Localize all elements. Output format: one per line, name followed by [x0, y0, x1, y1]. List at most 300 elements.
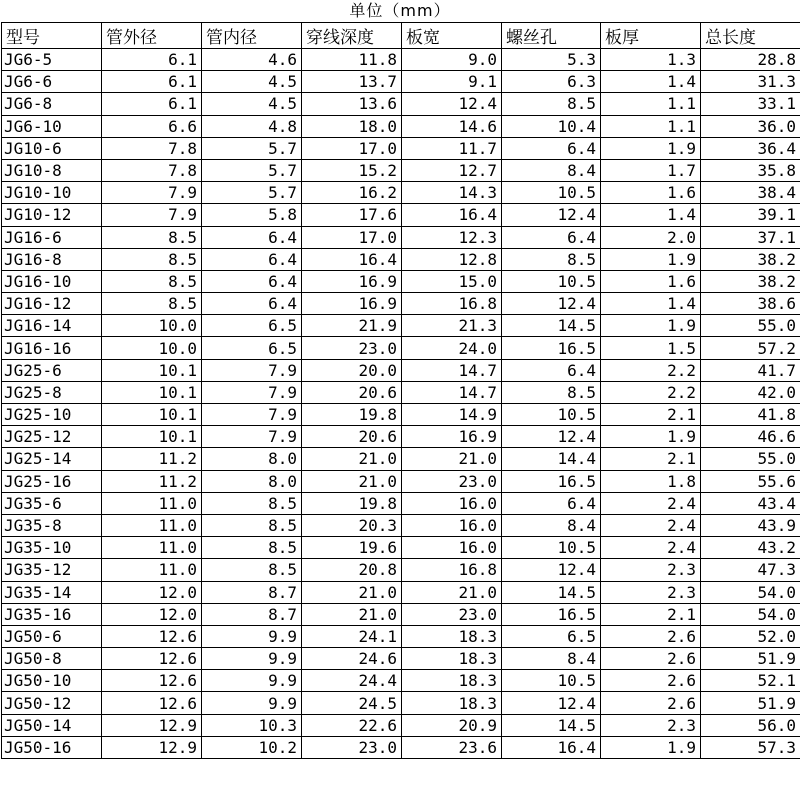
cell-total-length: 38.4: [701, 182, 800, 204]
cell-total-length: 55.0: [701, 448, 800, 470]
cell-inner-diameter: 8.0: [202, 448, 302, 470]
cell-outer-diameter: 6.6: [102, 115, 202, 137]
cell-plate-thickness: 2.3: [601, 559, 701, 581]
cell-screw-hole: 12.4: [502, 559, 601, 581]
table-row: [2, 381, 800, 403]
cell-wire-depth: 20.6: [302, 381, 402, 403]
cell-screw-hole: 10.5: [502, 537, 601, 559]
cell-plate-width: 14.7: [402, 359, 502, 381]
cell-outer-diameter: 8.5: [102, 248, 202, 270]
cell-total-length: 38.6: [701, 293, 800, 315]
cell-screw-hole: 12.4: [502, 204, 601, 226]
cell-outer-diameter: 12.9: [102, 736, 202, 758]
cell-inner-diameter: 4.5: [202, 71, 302, 93]
cell-outer-diameter: 10.1: [102, 404, 202, 426]
cell-screw-hole: 6.3: [502, 71, 601, 93]
cell-screw-hole: 8.4: [502, 159, 601, 181]
table-row: [2, 426, 800, 448]
table-row: [2, 248, 800, 270]
cell-total-length: 57.2: [701, 337, 800, 359]
cell-wire-depth: 21.9: [302, 315, 402, 337]
cell-plate-thickness: 1.7: [601, 159, 701, 181]
cell-model: JG25-14: [2, 448, 102, 470]
cell-total-length: 51.9: [701, 692, 800, 714]
cell-plate-width: 12.3: [402, 226, 502, 248]
cell-screw-hole: 8.5: [502, 248, 601, 270]
cell-model: JG50-12: [2, 692, 102, 714]
cell-total-length: 38.2: [701, 270, 800, 292]
cell-plate-width: 16.9: [402, 426, 502, 448]
cell-outer-diameter: 10.1: [102, 359, 202, 381]
table-row: [2, 514, 800, 536]
cell-plate-thickness: 1.4: [601, 71, 701, 93]
cell-wire-depth: 20.3: [302, 514, 402, 536]
cell-plate-thickness: 1.6: [601, 270, 701, 292]
cell-inner-diameter: 5.8: [202, 204, 302, 226]
cell-model: JG50-16: [2, 736, 102, 758]
cell-total-length: 52.0: [701, 625, 800, 647]
cell-plate-thickness: 2.6: [601, 692, 701, 714]
table-row: [2, 315, 800, 337]
cell-wire-depth: 13.7: [302, 71, 402, 93]
cell-model: JG50-10: [2, 670, 102, 692]
header-outer-diameter: 管外径: [102, 23, 202, 49]
cell-model: JG50-14: [2, 714, 102, 736]
cell-plate-width: 21.0: [402, 581, 502, 603]
cell-wire-depth: 19.8: [302, 492, 402, 514]
cell-wire-depth: 21.0: [302, 603, 402, 625]
table-row: [2, 337, 800, 359]
cell-screw-hole: 6.4: [502, 359, 601, 381]
table-row: [2, 159, 800, 181]
cell-outer-diameter: 10.0: [102, 315, 202, 337]
cell-plate-thickness: 2.4: [601, 537, 701, 559]
cell-total-length: 28.8: [701, 49, 800, 71]
cell-plate-thickness: 2.1: [601, 603, 701, 625]
cell-plate-thickness: 2.3: [601, 581, 701, 603]
cell-wire-depth: 24.1: [302, 625, 402, 647]
cell-plate-width: 14.6: [402, 115, 502, 137]
cell-plate-width: 18.3: [402, 692, 502, 714]
cell-model: JG6-10: [2, 115, 102, 137]
table-row: [2, 93, 800, 115]
cell-model: JG35-10: [2, 537, 102, 559]
cell-screw-hole: 16.5: [502, 470, 601, 492]
cell-total-length: 39.1: [701, 204, 800, 226]
cell-inner-diameter: 8.7: [202, 603, 302, 625]
cell-screw-hole: 5.3: [502, 49, 601, 71]
cell-model: JG25-6: [2, 359, 102, 381]
cell-inner-diameter: 6.4: [202, 270, 302, 292]
cell-total-length: 41.7: [701, 359, 800, 381]
cell-total-length: 37.1: [701, 226, 800, 248]
cell-wire-depth: 16.9: [302, 270, 402, 292]
cell-model: JG16-8: [2, 248, 102, 270]
cell-plate-width: 14.3: [402, 182, 502, 204]
cell-outer-diameter: 12.6: [102, 625, 202, 647]
cell-inner-diameter: 4.6: [202, 49, 302, 71]
cell-plate-thickness: 2.6: [601, 670, 701, 692]
header-row: [2, 23, 800, 49]
cell-plate-width: 11.7: [402, 137, 502, 159]
cell-plate-thickness: 1.3: [601, 49, 701, 71]
table-row: [2, 559, 800, 581]
cell-plate-thickness: 2.6: [601, 625, 701, 647]
cell-total-length: 38.2: [701, 248, 800, 270]
table-row: [2, 49, 800, 71]
cell-screw-hole: 6.4: [502, 137, 601, 159]
cell-outer-diameter: 6.1: [102, 93, 202, 115]
cell-total-length: 54.0: [701, 603, 800, 625]
cell-inner-diameter: 5.7: [202, 159, 302, 181]
cell-total-length: 41.8: [701, 404, 800, 426]
cell-model: JG16-10: [2, 270, 102, 292]
cell-model: JG6-5: [2, 49, 102, 71]
cell-total-length: 43.9: [701, 514, 800, 536]
cell-total-length: 56.0: [701, 714, 800, 736]
cell-wire-depth: 15.2: [302, 159, 402, 181]
cell-inner-diameter: 10.2: [202, 736, 302, 758]
cell-outer-diameter: 12.0: [102, 603, 202, 625]
cell-screw-hole: 10.5: [502, 404, 601, 426]
unit-label: 单位（mm）: [349, 1, 451, 20]
cell-outer-diameter: 10.1: [102, 381, 202, 403]
cell-screw-hole: 6.4: [502, 492, 601, 514]
cell-total-length: 33.1: [701, 93, 800, 115]
cell-model: JG16-12: [2, 293, 102, 315]
cell-plate-width: 23.6: [402, 736, 502, 758]
cell-inner-diameter: 4.5: [202, 93, 302, 115]
header-inner-diameter: 管内径: [202, 23, 302, 49]
cell-inner-diameter: 8.7: [202, 581, 302, 603]
cell-total-length: 55.6: [701, 470, 800, 492]
cell-outer-diameter: 10.0: [102, 337, 202, 359]
cell-screw-hole: 10.5: [502, 182, 601, 204]
cell-model: JG25-16: [2, 470, 102, 492]
cell-plate-thickness: 1.1: [601, 93, 701, 115]
cell-inner-diameter: 8.5: [202, 492, 302, 514]
cell-total-length: 43.4: [701, 492, 800, 514]
cell-outer-diameter: 12.6: [102, 648, 202, 670]
cell-screw-hole: 16.5: [502, 337, 601, 359]
cell-wire-depth: 11.8: [302, 49, 402, 71]
cell-outer-diameter: 10.1: [102, 426, 202, 448]
cell-screw-hole: 8.4: [502, 514, 601, 536]
table-row: [2, 648, 800, 670]
cell-plate-width: 16.8: [402, 293, 502, 315]
cell-plate-width: 23.0: [402, 470, 502, 492]
cell-screw-hole: 10.4: [502, 115, 601, 137]
cell-total-length: 46.6: [701, 426, 800, 448]
table-row: [2, 137, 800, 159]
cell-inner-diameter: 4.8: [202, 115, 302, 137]
cell-wire-depth: 20.8: [302, 559, 402, 581]
cell-plate-thickness: 1.6: [601, 182, 701, 204]
cell-total-length: 52.1: [701, 670, 800, 692]
cell-total-length: 36.4: [701, 137, 800, 159]
cell-total-length: 51.9: [701, 648, 800, 670]
cell-wire-depth: 16.9: [302, 293, 402, 315]
cell-wire-depth: 21.0: [302, 448, 402, 470]
cell-outer-diameter: 6.1: [102, 49, 202, 71]
cell-inner-diameter: 6.5: [202, 337, 302, 359]
cell-inner-diameter: 10.3: [202, 714, 302, 736]
cell-outer-diameter: 11.2: [102, 448, 202, 470]
table-row: [2, 182, 800, 204]
table-row: [2, 470, 800, 492]
cell-outer-diameter: 12.6: [102, 692, 202, 714]
cell-inner-diameter: 8.5: [202, 537, 302, 559]
cell-model: JG35-16: [2, 603, 102, 625]
cell-outer-diameter: 11.2: [102, 470, 202, 492]
cell-outer-diameter: 7.9: [102, 182, 202, 204]
cell-model: JG35-8: [2, 514, 102, 536]
cell-screw-hole: 8.5: [502, 381, 601, 403]
cell-plate-thickness: 2.4: [601, 492, 701, 514]
cell-plate-thickness: 1.9: [601, 315, 701, 337]
cell-inner-diameter: 9.9: [202, 648, 302, 670]
table-row: [2, 270, 800, 292]
cell-plate-thickness: 1.9: [601, 248, 701, 270]
cell-inner-diameter: 7.9: [202, 359, 302, 381]
cell-plate-width: 12.8: [402, 248, 502, 270]
cell-inner-diameter: 7.9: [202, 404, 302, 426]
cell-plate-thickness: 1.9: [601, 736, 701, 758]
cell-screw-hole: 14.5: [502, 315, 601, 337]
cell-inner-diameter: 9.9: [202, 625, 302, 647]
cell-inner-diameter: 6.4: [202, 248, 302, 270]
cell-model: JG35-6: [2, 492, 102, 514]
cell-plate-width: 18.3: [402, 625, 502, 647]
cell-screw-hole: 14.5: [502, 581, 601, 603]
cell-model: JG10-6: [2, 137, 102, 159]
cell-plate-width: 16.0: [402, 492, 502, 514]
cell-plate-thickness: 2.2: [601, 381, 701, 403]
cell-wire-depth: 13.6: [302, 93, 402, 115]
cell-plate-width: 14.7: [402, 381, 502, 403]
table-row: [2, 115, 800, 137]
table-row: [2, 625, 800, 647]
cell-outer-diameter: 8.5: [102, 293, 202, 315]
cell-wire-depth: 18.0: [302, 115, 402, 137]
cell-screw-hole: 12.4: [502, 426, 601, 448]
cell-inner-diameter: 7.9: [202, 426, 302, 448]
cell-model: JG35-14: [2, 581, 102, 603]
cell-plate-width: 16.4: [402, 204, 502, 226]
spec-table: [1, 22, 800, 759]
cell-model: JG10-10: [2, 182, 102, 204]
table-row: [2, 692, 800, 714]
table-row: [2, 581, 800, 603]
cell-total-length: 54.0: [701, 581, 800, 603]
cell-model: JG6-6: [2, 71, 102, 93]
cell-plate-thickness: 1.1: [601, 115, 701, 137]
cell-wire-depth: 21.0: [302, 581, 402, 603]
table-row: [2, 293, 800, 315]
table-row: [2, 204, 800, 226]
cell-screw-hole: 16.4: [502, 736, 601, 758]
cell-model: JG25-10: [2, 404, 102, 426]
cell-screw-hole: 14.5: [502, 714, 601, 736]
cell-plate-thickness: 1.4: [601, 293, 701, 315]
cell-outer-diameter: 11.0: [102, 559, 202, 581]
cell-screw-hole: 12.4: [502, 293, 601, 315]
cell-plate-width: 20.9: [402, 714, 502, 736]
cell-plate-width: 9.0: [402, 49, 502, 71]
table-row: [2, 492, 800, 514]
cell-model: JG35-12: [2, 559, 102, 581]
header-screw-hole: 螺丝孔: [502, 23, 601, 49]
cell-plate-width: 12.7: [402, 159, 502, 181]
cell-wire-depth: 21.0: [302, 470, 402, 492]
cell-plate-thickness: 2.4: [601, 514, 701, 536]
table-body: [2, 49, 800, 759]
cell-wire-depth: 19.6: [302, 537, 402, 559]
cell-model: JG16-14: [2, 315, 102, 337]
cell-plate-width: 18.3: [402, 670, 502, 692]
cell-screw-hole: 6.4: [502, 226, 601, 248]
cell-plate-width: 16.0: [402, 537, 502, 559]
cell-wire-depth: 22.6: [302, 714, 402, 736]
cell-inner-diameter: 9.9: [202, 692, 302, 714]
cell-outer-diameter: 6.1: [102, 71, 202, 93]
cell-plate-thickness: 2.2: [601, 359, 701, 381]
cell-model: JG50-6: [2, 625, 102, 647]
cell-wire-depth: 24.6: [302, 648, 402, 670]
cell-screw-hole: 16.5: [502, 603, 601, 625]
cell-model: JG25-8: [2, 381, 102, 403]
cell-wire-depth: 19.8: [302, 404, 402, 426]
cell-model: JG10-12: [2, 204, 102, 226]
cell-screw-hole: 10.5: [502, 670, 601, 692]
cell-plate-width: 15.0: [402, 270, 502, 292]
cell-plate-width: 21.3: [402, 315, 502, 337]
cell-total-length: 57.3: [701, 736, 800, 758]
cell-outer-diameter: 7.8: [102, 159, 202, 181]
cell-plate-thickness: 2.3: [601, 714, 701, 736]
cell-wire-depth: 23.0: [302, 736, 402, 758]
cell-plate-width: 12.4: [402, 93, 502, 115]
cell-outer-diameter: 7.8: [102, 137, 202, 159]
cell-plate-thickness: 2.6: [601, 648, 701, 670]
cell-outer-diameter: 11.0: [102, 514, 202, 536]
cell-screw-hole: 14.4: [502, 448, 601, 470]
header-wire-depth: 穿线深度: [302, 23, 402, 49]
cell-inner-diameter: 6.4: [202, 293, 302, 315]
cell-total-length: 35.8: [701, 159, 800, 181]
cell-total-length: 42.0: [701, 381, 800, 403]
table-row: [2, 359, 800, 381]
table-row: [2, 448, 800, 470]
cell-plate-thickness: 1.8: [601, 470, 701, 492]
table-row: [2, 736, 800, 758]
cell-total-length: 43.2: [701, 537, 800, 559]
cell-plate-thickness: 2.1: [601, 448, 701, 470]
table-row: [2, 537, 800, 559]
cell-wire-depth: 24.4: [302, 670, 402, 692]
cell-screw-hole: 6.5: [502, 625, 601, 647]
cell-outer-diameter: 12.0: [102, 581, 202, 603]
cell-plate-thickness: 2.0: [601, 226, 701, 248]
cell-plate-thickness: 1.9: [601, 137, 701, 159]
cell-outer-diameter: 11.0: [102, 492, 202, 514]
cell-screw-hole: 8.4: [502, 648, 601, 670]
cell-plate-width: 24.0: [402, 337, 502, 359]
cell-outer-diameter: 12.6: [102, 670, 202, 692]
cell-inner-diameter: 8.5: [202, 514, 302, 536]
cell-inner-diameter: 6.4: [202, 226, 302, 248]
cell-plate-width: 21.0: [402, 448, 502, 470]
table-row: [2, 226, 800, 248]
cell-wire-depth: 16.2: [302, 182, 402, 204]
cell-total-length: 47.3: [701, 559, 800, 581]
cell-screw-hole: 10.5: [502, 270, 601, 292]
header-plate-width: 板宽: [402, 23, 502, 49]
cell-screw-hole: 12.4: [502, 692, 601, 714]
cell-inner-diameter: 6.5: [202, 315, 302, 337]
cell-model: JG25-12: [2, 426, 102, 448]
cell-plate-thickness: 1.9: [601, 426, 701, 448]
cell-inner-diameter: 7.9: [202, 381, 302, 403]
cell-wire-depth: 24.5: [302, 692, 402, 714]
cell-wire-depth: 20.6: [302, 426, 402, 448]
cell-outer-diameter: 11.0: [102, 537, 202, 559]
cell-total-length: 36.0: [701, 115, 800, 137]
cell-outer-diameter: 8.5: [102, 226, 202, 248]
table-row: [2, 670, 800, 692]
cell-model: JG6-8: [2, 93, 102, 115]
cell-inner-diameter: 5.7: [202, 137, 302, 159]
cell-model: JG50-8: [2, 648, 102, 670]
cell-plate-thickness: 1.4: [601, 204, 701, 226]
cell-plate-width: 9.1: [402, 71, 502, 93]
cell-wire-depth: 17.6: [302, 204, 402, 226]
cell-inner-diameter: 5.7: [202, 182, 302, 204]
cell-total-length: 55.0: [701, 315, 800, 337]
cell-screw-hole: 8.5: [502, 93, 601, 115]
cell-plate-thickness: 2.1: [601, 404, 701, 426]
cell-plate-thickness: 1.5: [601, 337, 701, 359]
table-row: [2, 404, 800, 426]
cell-plate-width: 18.3: [402, 648, 502, 670]
cell-model: JG16-16: [2, 337, 102, 359]
cell-wire-depth: 20.0: [302, 359, 402, 381]
cell-outer-diameter: 12.9: [102, 714, 202, 736]
cell-model: JG10-8: [2, 159, 102, 181]
cell-outer-diameter: 7.9: [102, 204, 202, 226]
cell-plate-width: 14.9: [402, 404, 502, 426]
cell-total-length: 31.3: [701, 71, 800, 93]
header-total-length: 总长度: [701, 23, 800, 49]
header-plate-thickness: 板厚: [601, 23, 701, 49]
cell-plate-width: 23.0: [402, 603, 502, 625]
cell-wire-depth: 16.4: [302, 248, 402, 270]
cell-inner-diameter: 9.9: [202, 670, 302, 692]
cell-wire-depth: 23.0: [302, 337, 402, 359]
table-row: [2, 714, 800, 736]
cell-outer-diameter: 8.5: [102, 270, 202, 292]
cell-inner-diameter: 8.5: [202, 559, 302, 581]
cell-model: JG16-6: [2, 226, 102, 248]
table-row: [2, 71, 800, 93]
cell-plate-width: 16.0: [402, 514, 502, 536]
cell-plate-width: 16.8: [402, 559, 502, 581]
table-row: [2, 603, 800, 625]
header-model: 型号: [2, 23, 102, 49]
cell-inner-diameter: 8.0: [202, 470, 302, 492]
cell-wire-depth: 17.0: [302, 137, 402, 159]
cell-wire-depth: 17.0: [302, 226, 402, 248]
